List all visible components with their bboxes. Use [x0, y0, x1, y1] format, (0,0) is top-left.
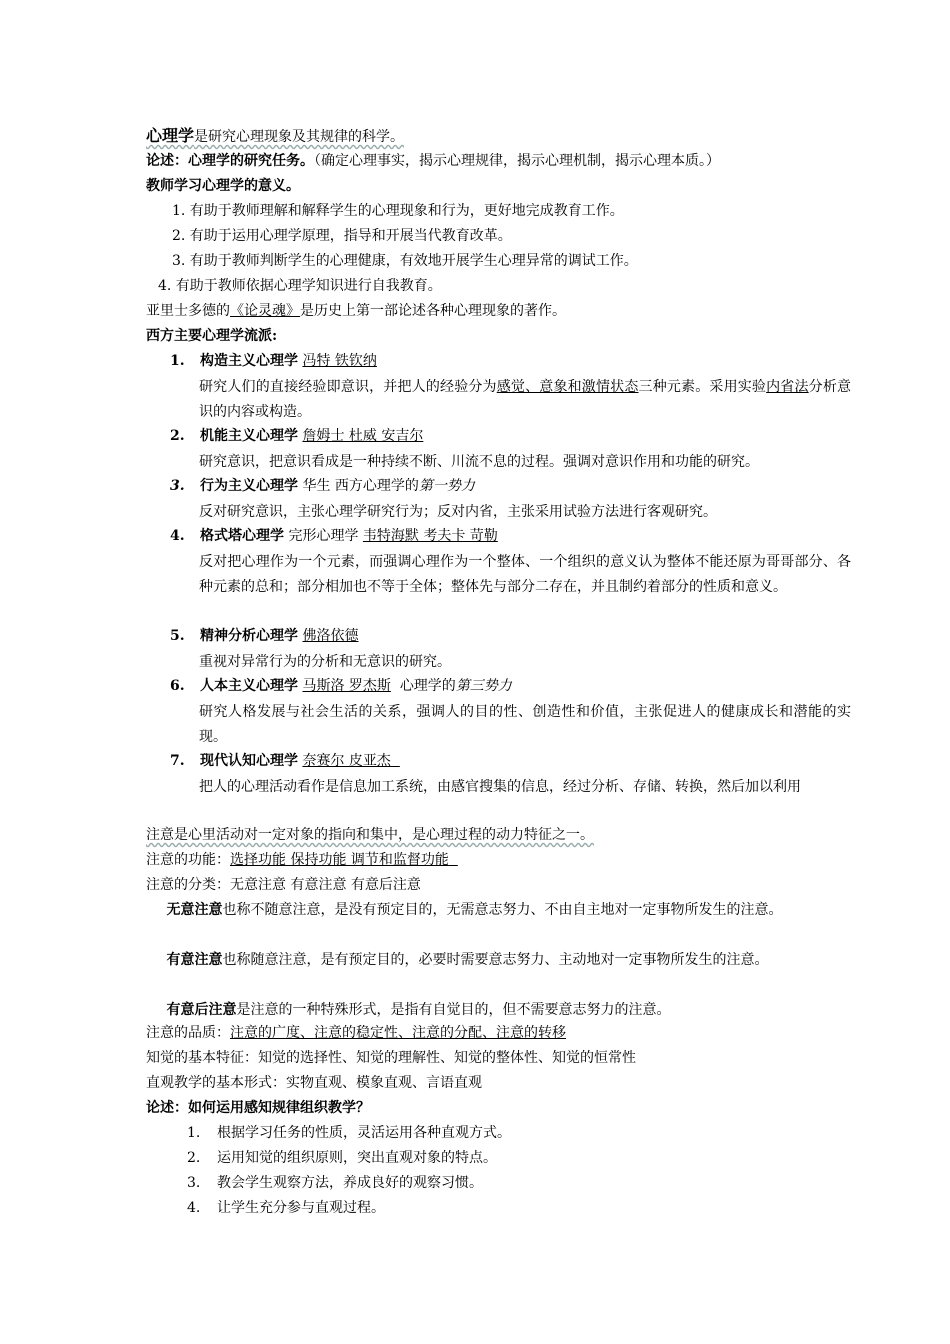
attention-definition-text: 注意是心里活动对一定对象的指向和集中，是心理过程的动力特征之一。 — [146, 827, 594, 843]
aristotle-pre: 亚里士多德的 — [146, 303, 230, 319]
essay-item-text: 让学生充分参与直观过程。 — [217, 1200, 385, 1216]
school-force: 第一势力 — [418, 478, 475, 494]
attention-type-desc: 也称不随意注意，是没有预定目的，无需意志努力、不由自主地对一定事物所发生的注意。 — [222, 902, 783, 918]
research-task — [146, 151, 720, 171]
attention-definition — [146, 825, 594, 845]
meaning-item: 1. 有助于教师理解和解释学生的心理现象和行为，更好地完成教育工作。 — [172, 203, 624, 219]
definition-text: 是研究心理现象及其规律的科学。 — [194, 129, 405, 145]
perception-features: 知觉的基本特征：知觉的选择性、知觉的理解性、知觉的整体性、知觉的恒常性 — [146, 1050, 636, 1066]
task-text: （确定心理事实，揭示心理规律，揭示心理机制，揭示心理本质。） — [314, 153, 720, 169]
school-description: 研究人格发展与社会生活的关系，强调人的目的性、创造性和价值，主张促进人的健康成长和潜能的实现。 — [199, 704, 851, 745]
essay-item-number: 3. — [187, 1175, 201, 1191]
school-mid: 心理学的 — [399, 678, 456, 694]
school-alias: 完形心理学 — [288, 528, 359, 544]
school-name: 精神分析心理学 — [200, 628, 298, 644]
school-description: 反对把心理作为一个元素，而强调心理作为一个整体、一个组织的意义认为整体不能还原为哥哥部分、各种元素的总和；部分相加也不等于全体；整体先与部分二存在，并且制约着部分的性质和意义。 — [199, 554, 851, 595]
attention-type-item — [162, 898, 852, 923]
essay-item — [187, 1148, 497, 1168]
school-number: 4. — [170, 528, 185, 544]
attention-type-term: 无意注意 — [166, 902, 223, 918]
school-number: 5. — [170, 628, 185, 644]
attention-type-desc: 也称随意注意，是有预定目的，必要时需要意志努力、主动地对一定事物所发生的注意。 — [222, 952, 769, 968]
school-heading — [170, 751, 400, 771]
school-people: 詹姆士 杜威 安吉尔 — [302, 428, 424, 444]
school-name: 构造主义心理学 — [200, 353, 298, 369]
school-name: 人本主义心理学 — [200, 678, 298, 694]
definition-term: 心理学 — [146, 126, 195, 145]
essay-item — [187, 1198, 385, 1218]
school-description: 重视对异常行为的分析和无意识的研究。 — [199, 654, 451, 670]
schools-title: 西方主要心理学流派: — [146, 328, 278, 344]
school-name: 行为主义心理学 — [200, 478, 298, 494]
desc-part: 内省法 — [766, 379, 809, 395]
school-number: 7. — [170, 753, 185, 769]
meaning-item: 2. 有助于运用心理学原理，指导和开展当代教育改革。 — [172, 228, 512, 244]
school-heading — [170, 626, 358, 646]
school-name: 机能主义心理学 — [200, 428, 298, 444]
school-heading — [170, 676, 512, 696]
attention-type-term: 有意后注意 — [166, 1002, 237, 1018]
attention-quality — [146, 1023, 566, 1043]
school-description: 研究意识，把意识看成是一种持续不断、川流不息的过程。强调对意识作用和功能的研究。 — [199, 454, 759, 470]
school-force: 第三势力 — [455, 678, 512, 694]
essay-item-text: 教会学生观察方法，养成良好的观察习惯。 — [217, 1175, 483, 1191]
aristotle-post: 是历史上第一部论述各种心理现象的著作。 — [300, 303, 566, 319]
attention-functions — [146, 850, 458, 870]
essay-item — [187, 1173, 483, 1193]
attention-types: 注意的分类：无意注意 有意注意 有意后注意 — [146, 877, 421, 893]
school-people: 奈赛尔 皮亚杰 — [302, 753, 391, 769]
meaning-title: 教师学习心理学的意义。 — [146, 178, 300, 194]
school-description — [199, 375, 851, 425]
desc-part: 研究人们的直接经验即意识，并把人的经验分为 — [199, 379, 497, 395]
essay-item-number: 4. — [187, 1200, 201, 1216]
school-name: 现代认知心理学 — [200, 753, 298, 769]
school-number: 2. — [170, 428, 185, 444]
essay-item-text: 运用知觉的组织原则，突出直观对象的特点。 — [217, 1150, 497, 1166]
essay-item — [187, 1123, 511, 1143]
school-people: 佛洛依德 — [302, 628, 359, 644]
school-name: 格式塔心理学 — [200, 528, 284, 544]
desc-part: 感觉、意象和激情状态 — [496, 379, 639, 395]
aristotle-line — [146, 301, 566, 321]
essay-title: 论述：如何运用感知规律组织教学？ — [146, 1100, 370, 1116]
meaning-item: 4. 有助于教师依据心理学知识进行自我教育。 — [158, 278, 442, 294]
essay-item-number: 2. — [187, 1150, 201, 1166]
school-heading — [170, 526, 498, 546]
school-number: 3. — [170, 478, 185, 494]
essay-item-text: 根据学习任务的性质，灵活运用各种直观方式。 — [217, 1125, 511, 1141]
attention-type-item — [162, 998, 852, 1023]
school-description: 反对研究意识，主张心理学研究行为；反对内省，主张采用试验方法进行客观研究。 — [199, 504, 717, 520]
attention-type-term: 有意注意 — [166, 952, 223, 968]
school-people: 马斯洛 罗杰斯 — [302, 678, 391, 694]
attention-type-item — [162, 948, 852, 973]
school-people: 华生 西方心理学的 — [302, 478, 419, 494]
school-number: 1. — [170, 353, 185, 369]
school-description: 把人的心理活动看作是信息加工系统，由感官搜集的信息，经过分析、存储、转换，然后加以利用 — [199, 779, 801, 795]
psychology-definition — [146, 126, 404, 147]
school-heading — [170, 426, 423, 446]
school-people: 冯特 铁钦纳 — [302, 353, 377, 369]
attention-functions-label: 注意的功能： — [146, 852, 230, 868]
attention-quality-label: 注意的品质： — [146, 1025, 230, 1041]
intuitive-teaching: 直观教学的基本形式：实物直观、模象直观、言语直观 — [146, 1075, 482, 1091]
task-label: 论述：心理学的研究任务。 — [146, 153, 314, 169]
attention-quality-value: 注意的广度、注意的稳定性、注意的分配、注意的转移 — [230, 1025, 566, 1041]
school-people: 韦特海默 考夫卡 苛勒 — [362, 528, 498, 544]
attention-type-desc: 是注意的一种特殊形式，是指有自觉目的，但不需要意志努力的注意。 — [236, 1002, 671, 1018]
desc-part: 三种元素。采用实验 — [638, 379, 767, 395]
school-heading — [170, 476, 475, 496]
aristotle-book: 《论灵魂》 — [230, 303, 300, 319]
school-heading — [170, 351, 377, 371]
attention-functions-value: 选择功能 保持功能 调节和监督功能 — [230, 852, 449, 868]
essay-item-number: 1. — [187, 1125, 201, 1141]
desc-part: 分析意识的内容或构造。 — [199, 379, 852, 420]
meaning-item: 3. 有助于教师判断学生的心理健康，有效地开展学生心理异常的调试工作。 — [172, 253, 638, 269]
school-number: 6. — [170, 678, 185, 694]
